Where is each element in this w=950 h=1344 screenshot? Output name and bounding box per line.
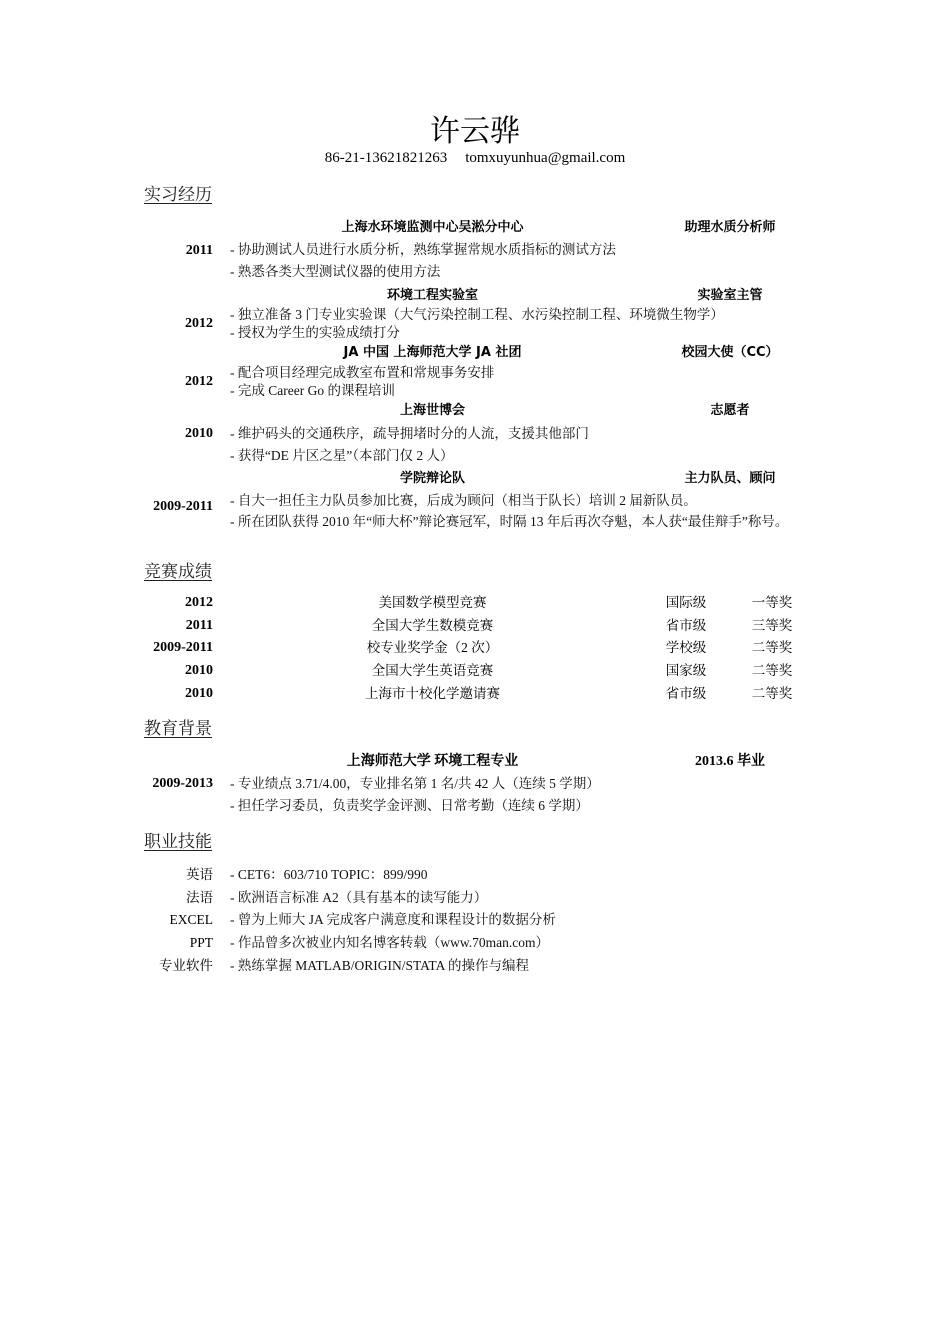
email-address: tomxuyunhua@gmail.com <box>465 150 626 166</box>
competition-award: 二等奖 <box>751 640 793 655</box>
skill-label: EXCEL <box>169 912 213 927</box>
skill-detail: - 欧洲语言标准 A2（具有基本的读写能力） <box>230 890 488 905</box>
entry-organization: 上海水环境监测中心吴淞分中心 <box>341 220 524 235</box>
entry-organization: 上海世博会 <box>399 403 465 418</box>
competition-name: 校专业奖学金（2 次） <box>366 640 499 655</box>
education-school: 上海师范大学 环境工程专业 <box>346 754 519 769</box>
competition-level: 省市级 <box>665 686 707 701</box>
competition-award: 一等奖 <box>751 595 793 610</box>
competition-name: 全国大学生数模竞赛 <box>371 618 494 633</box>
competition-year: 2010 <box>185 686 213 701</box>
education-years: 2009-2013 <box>152 776 213 791</box>
entry-role: 志愿者 <box>710 403 750 418</box>
entry-role: 校园大使（CC） <box>681 345 779 360</box>
competition-award: 三等奖 <box>751 618 793 633</box>
competition-year: 2010 <box>185 663 213 678</box>
competition-award: 二等奖 <box>751 686 793 701</box>
competition-level: 学校级 <box>665 640 707 655</box>
contact-line <box>0 148 950 168</box>
entry-bullet: - 自大一担任主力队员参加比赛，后成为顾问（相当于队长）培训 2 届新队员。 <box>230 493 697 508</box>
section-title-education: 教育背景 <box>144 719 212 739</box>
phone-number: 86-21-13621821263 <box>324 150 448 166</box>
resume-name: 许云骅 <box>430 114 520 149</box>
skill-detail: - 曾为上师大 JA 完成客户满意度和课程设计的数据分析 <box>230 912 556 927</box>
competition-year: 2011 <box>185 618 213 633</box>
entry-role: 实验室主管 <box>697 288 763 303</box>
competition-level: 国际级 <box>665 595 707 610</box>
competition-year: 2012 <box>185 595 213 610</box>
section-title-skills: 职业技能 <box>144 832 212 852</box>
entry-bullet: - 所在团队获得 2010 年“师大杯”辩论赛冠军，时隔 13 年后再次夺魁，本人获“最佳辩手”称号。 <box>230 514 789 529</box>
entry-year: 2011 <box>185 243 213 258</box>
competition-name: 美国数学模型竞赛 <box>378 595 487 610</box>
entry-organization: 环境工程实验室 <box>386 288 478 303</box>
competition-level: 省市级 <box>665 618 707 633</box>
entry-bullet: - 熟悉各类大型测试仪器的使用方法 <box>230 264 441 279</box>
competition-award: 二等奖 <box>751 663 793 678</box>
entry-role: 助理水质分析师 <box>684 220 776 235</box>
entry-bullet: - 授权为学生的实验成绩打分 <box>230 325 400 340</box>
entry-role: 主力队员、顾问 <box>684 471 776 486</box>
competition-name: 上海市十校化学邀请赛 <box>365 686 500 701</box>
section-title-competitions: 竞赛成绩 <box>144 562 212 582</box>
entry-bullet: - 配合项目经理完成教室布置和常规事务安排 <box>230 365 495 380</box>
entry-organization: JA 中国 上海师范大学 JA 社团 <box>343 345 522 360</box>
skill-label: 专业软件 <box>159 958 213 973</box>
entry-bullet: - 维护码头的交通秩序，疏导拥堵时分的人流，支援其他部门 <box>230 426 589 441</box>
entry-bullet: - 获得“DE 片区之星”（本部门仅 2 人） <box>230 448 454 463</box>
skill-label: PPT <box>189 935 213 950</box>
competition-year: 2009-2011 <box>153 640 213 655</box>
entry-organization: 学院辩论队 <box>399 471 465 486</box>
education-graduation-date: 2013.6 毕业 <box>695 754 765 769</box>
skill-detail: - 作品曾多次被业内知名博客转载（www.70man.com） <box>230 935 549 950</box>
skill-label: 英语 <box>186 867 213 882</box>
education-bullet: - 担任学习委员，负责奖学金评测、日常考勤（连续 6 学期） <box>230 798 589 813</box>
skill-detail: - CET6：603/710 TOPIC：899/990 <box>230 867 428 882</box>
competition-level: 国家级 <box>665 663 707 678</box>
education-bullet: - 专业绩点 3.71/4.00，专业排名第 1 名/共 42 人（连续 5 学期） <box>230 776 600 791</box>
entry-year: 2012 <box>185 374 213 389</box>
entry-bullet: - 完成 Career Go 的课程培训 <box>230 383 395 398</box>
competition-name: 全国大学生英语竞赛 <box>371 663 494 678</box>
skill-detail: - 熟练掌握 MATLAB/ORIGIN/STATA 的操作与编程 <box>230 958 529 973</box>
entry-year: 2012 <box>185 316 213 331</box>
entry-bullet: - 协助测试人员进行水质分析，熟练掌握常规水质指标的测试方法 <box>230 242 616 257</box>
section-title-internship: 实习经历 <box>144 185 212 205</box>
entry-year: 2010 <box>185 426 213 441</box>
entry-year: 2009-2011 <box>153 499 213 514</box>
entry-bullet: - 独立准备 3 门专业实验课（大气污染控制工程、水污染控制工程、环境微生物学） <box>230 307 724 322</box>
skill-label: 法语 <box>186 890 213 905</box>
